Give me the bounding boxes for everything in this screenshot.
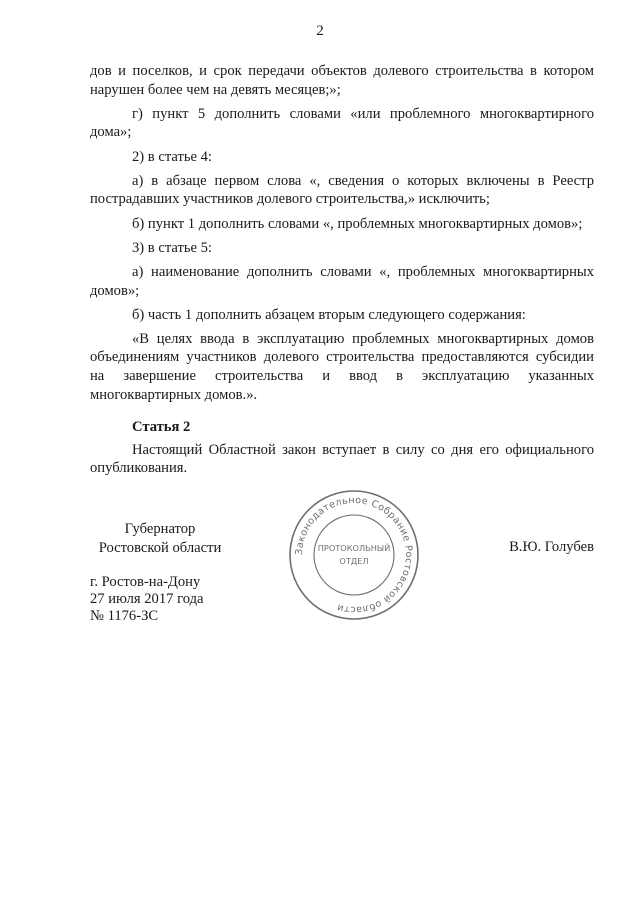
signer-position-line: Ростовской области — [98, 540, 222, 556]
document-body — [90, 62, 594, 484]
stamp-outer-text: Законодательное Собрание Ростовской области — [293, 494, 415, 616]
stamp-graphic — [286, 487, 422, 623]
official-stamp — [286, 487, 422, 623]
paragraph: а) наименование дополнить словами «, проблемных многоквартирных домов»; — [90, 263, 594, 299]
date: 27 июля 2017 года — [90, 591, 204, 607]
paragraph: дов и поселков, и срок передачи объектов долевого строительства в котором нарушен более чем на девять месяцев;»; — [90, 63, 594, 98]
stamp-inner-text: ПРОТОКОЛЬНЫЙ — [317, 543, 391, 553]
signer-position-line: Губернатор — [124, 521, 196, 537]
paragraph: 3) в статье 5: — [132, 239, 212, 256]
place-date-block — [90, 574, 203, 625]
law-number: № 1176-ЗС — [90, 608, 159, 624]
signer-name: В.Ю. Голубев — [509, 539, 594, 555]
paragraph: г) пункт 5 дополнить словами «или проблемного многоквартирного дома»; — [90, 105, 594, 141]
paragraph: б) часть 1 дополнить абзацем вторым следующего содержания: — [132, 306, 526, 323]
paragraph: а) в абзаце первом слова «, сведения о которых включены в Реестр пострадавших участников долевого строительства,» исключить; — [90, 172, 594, 208]
paragraph: б) пункт 1 дополнить словами «, проблемных многоквартирных домов»; — [132, 215, 583, 232]
stamp-inner-text: ОТДЕЛ — [339, 556, 369, 566]
paragraph: 2) в статье 4: — [132, 148, 212, 165]
signer-position — [90, 520, 230, 558]
place: г. Ростов-на-Дону — [90, 574, 201, 590]
svg-text:Законодательное Собрание Росто — [294, 495, 414, 615]
paragraph: «В целях ввода в эксплуатацию проблемных многоквартирных домов объединениям участников долевого строительства предоставляются субсидии на завершение строительства и ввод в эксплуатацию указанных многоквартирных домов.». — [90, 330, 594, 403]
page-number: 2 — [316, 23, 324, 39]
article-text: Настоящий Областной закон вступает в силу со дня его официального опубликования. — [90, 441, 594, 477]
article-title: Статья 2 — [132, 419, 191, 436]
